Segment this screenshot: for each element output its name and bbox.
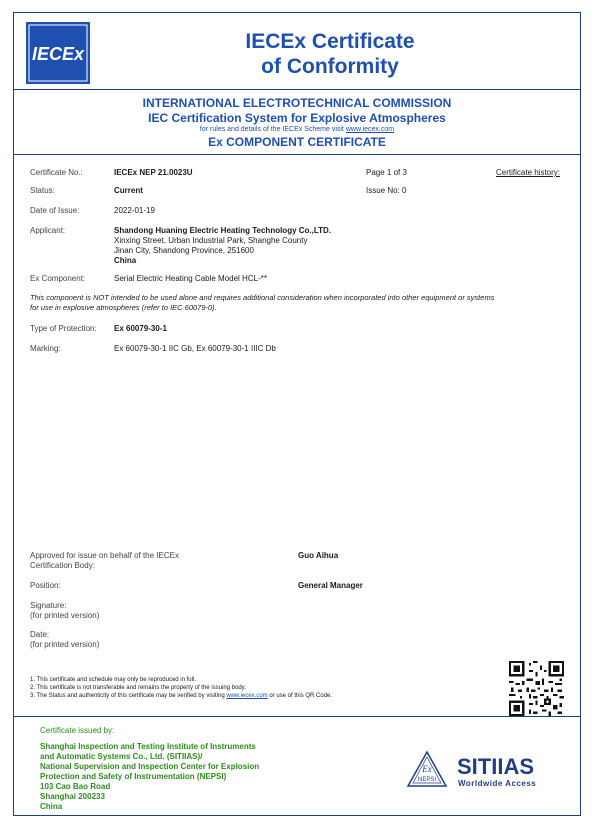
certificate-no: IECEx NEP 21.0023U xyxy=(114,168,193,177)
logo-text: IECEx xyxy=(31,44,85,64)
applicant-address-1: Xinxing Street, Urban Industrial Park, Shanghe County xyxy=(114,236,308,245)
component-disclaimer xyxy=(30,293,570,312)
marking-label: Marking: xyxy=(30,344,61,353)
org-line-2: IEC Certification System for Explosive Atmospheres xyxy=(148,111,446,125)
signature-label-sub: (for printed version) xyxy=(30,611,100,620)
approved-label-line-2: Certification Body: xyxy=(30,561,95,570)
iecex-link[interactable]: www.iecex.com xyxy=(345,126,395,133)
date-label-text: Date: xyxy=(30,630,50,639)
page-indicator: Page 1 of 3 xyxy=(366,168,407,177)
nepsi-logo xyxy=(406,750,448,788)
sitiias-tagline: Worldwide Access xyxy=(458,779,537,788)
certificate-type: Ex COMPONENT CERTIFICATE xyxy=(208,135,386,149)
org-line-1: INTERNATIONAL ELECTROTECHNICAL COMMISSION xyxy=(142,96,452,110)
org-line-3-prefix: for rules and details of the IECEx Scheme visit xyxy=(199,126,344,133)
issuer-line-1: Shanghai Inspection and Testing Institute of Instruments xyxy=(40,742,256,751)
title-line-2: of Conformity xyxy=(261,55,399,78)
page-title xyxy=(190,29,470,79)
date-label-sub: (for printed version) xyxy=(30,640,100,649)
approved-label xyxy=(30,551,179,571)
issuer-line-5: 103 Cao Bao Road xyxy=(40,782,111,791)
signature-label-text: Signature: xyxy=(30,601,67,610)
protection-value: Ex 60079-30-1 xyxy=(114,324,167,333)
disclaimer-line-2: for use in explosive atmospheres (refer to IEC 60079-0). xyxy=(30,302,217,312)
nepsi-ex-text: Ex xyxy=(422,764,432,774)
org-line-3 xyxy=(13,126,581,133)
header-divider xyxy=(13,89,581,90)
issuer-line-3: National Supervision and Inspection Center for Explosion xyxy=(40,762,260,771)
note-3 xyxy=(30,692,500,700)
approved-label-line-1: Approved for issue on behalf of the IECEx xyxy=(30,551,179,560)
certificate-history-link[interactable]: Certificate history: xyxy=(496,168,561,177)
status-label: Status: xyxy=(30,186,55,195)
sitiias-logo: SITIIAS xyxy=(457,754,535,779)
issue-no: Issue No: 0 xyxy=(366,186,407,195)
applicant-address-2: Jinan City, Shandong Province, 251600 xyxy=(114,246,254,255)
status-value: Current xyxy=(114,186,143,195)
certificate-no-label: Certificate No.: xyxy=(30,168,83,177)
footer-divider xyxy=(13,716,581,717)
date-of-issue: 2022-01-19 xyxy=(114,206,155,215)
applicant-country: China xyxy=(114,256,137,265)
section-divider xyxy=(13,154,581,155)
note-3-suffix: or use of this QR Code. xyxy=(269,693,333,699)
issuer-line-6: Shanghai 200233 xyxy=(40,792,105,801)
ex-component-label: Ex Component: xyxy=(30,274,86,283)
protection-label: Type of Protection: xyxy=(30,324,97,333)
date-of-issue-label: Date of Issue: xyxy=(30,206,80,215)
issuer-line-2: and Automatic Systems Co., Ltd. (SITIIAS)/ xyxy=(40,752,203,761)
title-line-1: IECEx Certificate xyxy=(245,30,415,53)
marking-value: Ex 60079-30-1 IIC Gb, Ex 60079-30-1 IIIC Db xyxy=(114,344,276,353)
note-3-link[interactable]: www.iecex.com xyxy=(226,693,268,699)
qr-code[interactable] xyxy=(509,661,564,716)
note-1: 1. This certificate and schedule may only be reproduced in full. xyxy=(30,677,196,683)
issuer-line-7: China xyxy=(40,802,63,811)
certificate-notes xyxy=(30,676,500,700)
disclaimer-line-1: This component is NOT intended to be used alone and requires additional consideration when incorporated into other equipment or systems xyxy=(30,293,495,302)
note-3-prefix: 3. The Status and authenticity of this certificate may be verified by visiting xyxy=(30,693,225,699)
nepsi-text: NEPSI xyxy=(417,777,437,783)
approver-name: Guo Aihua xyxy=(298,551,339,560)
applicant-name: Shandong Huaning Electric Heating Technology Co.,LTD. xyxy=(114,226,332,235)
ex-component: Serial Electric Heating Cable Model HCL-** xyxy=(114,274,267,283)
note-2: 2. This certificate is not transferable and remains the property of the issuing body. xyxy=(30,685,246,691)
signature-label xyxy=(30,601,99,621)
iecex-logo xyxy=(26,22,90,84)
issuer-block xyxy=(40,742,400,812)
position-value: General Manager xyxy=(298,581,363,590)
issuer-line-4: Protection and Safety of Instrumentation (NEPSI) xyxy=(40,772,227,781)
date-label xyxy=(30,630,99,650)
issued-by-title: Certificate issued by: xyxy=(40,726,115,735)
position-label: Position: xyxy=(30,581,61,590)
applicant-label: Applicant: xyxy=(30,226,66,235)
